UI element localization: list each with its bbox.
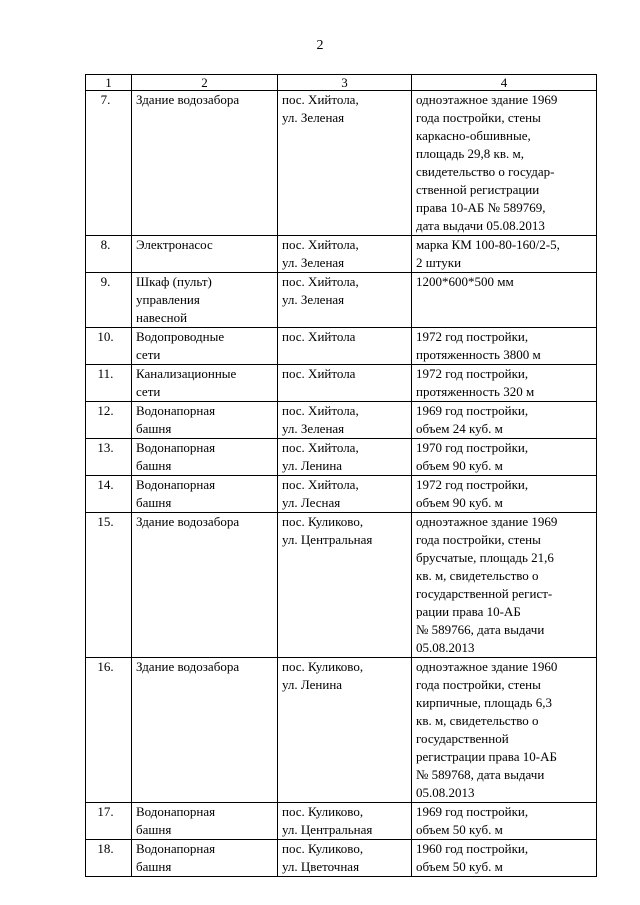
table-body (86, 91, 597, 877)
description-line: протяженность 320 м (416, 384, 535, 399)
description-line: объем 50 куб. м (416, 822, 503, 837)
object-description (412, 476, 597, 513)
object-name (132, 439, 278, 476)
description-line: 2 штуки (416, 255, 462, 270)
description-line: № 589768, дата выдачи (416, 767, 545, 782)
description-line: регистрации права 10-АБ (416, 749, 557, 764)
header-col-4: 4 (412, 75, 597, 91)
location-line: ул. Лесная (282, 495, 341, 510)
description-line: 1969 год постройки, (416, 403, 529, 418)
object-name-line: башня (136, 822, 172, 837)
location-line: ул. Цветочная (282, 859, 360, 874)
description-line: одноэтажное здание 1969 (416, 514, 558, 529)
object-location (278, 439, 412, 476)
table-row (86, 402, 597, 439)
object-description (412, 439, 597, 476)
header-col-1: 1 (86, 75, 132, 91)
object-description (412, 328, 597, 365)
object-name (132, 803, 278, 840)
description-line: № 589766, дата выдачи (416, 622, 545, 637)
description-line: 05.08.2013 (416, 640, 475, 655)
table-row (86, 328, 597, 365)
location-line: пос. Хийтола, (282, 274, 359, 289)
description-line: каркасно-обшивные, (416, 128, 531, 143)
object-location (278, 513, 412, 658)
description-line: 05.08.2013 (416, 785, 475, 800)
object-name (132, 402, 278, 439)
description-line: рации права 10-АБ (416, 604, 521, 619)
object-name-line: Здание водозабора (136, 514, 240, 529)
object-location (278, 840, 412, 877)
location-line: пос. Куликово, (282, 804, 364, 819)
object-location (278, 328, 412, 365)
object-name-line: сети (136, 347, 161, 362)
object-name-line: Электронасос (136, 237, 213, 252)
object-location (278, 476, 412, 513)
object-location (278, 402, 412, 439)
table-row (86, 803, 597, 840)
page-number: 2 (316, 38, 324, 53)
description-line: права 10-АБ № 589769, (416, 200, 546, 215)
object-name (132, 273, 278, 328)
description-line: объем 24 куб. м (416, 421, 503, 436)
row-number: 13. (86, 439, 132, 476)
row-number: 7. (86, 91, 132, 236)
description-line: протяженность 3800 м (416, 347, 541, 362)
description-line: одноэтажное здание 1969 (416, 92, 558, 107)
description-line: года постройки, стены (416, 110, 541, 125)
description-line: объем 50 куб. м (416, 859, 503, 874)
description-line: площадь 29,8 кв. м, (416, 146, 524, 161)
description-line: объем 90 куб. м (416, 458, 503, 473)
location-line: ул. Ленина (282, 677, 343, 692)
description-line: брусчатые, площадь 21,6 (416, 550, 554, 565)
object-name-line: Водонапорная (136, 804, 216, 819)
description-line: ственной регистрации (416, 182, 540, 197)
row-number: 18. (86, 840, 132, 877)
object-location (278, 236, 412, 273)
table-row (86, 513, 597, 658)
location-line: пос. Хийтола, (282, 403, 359, 418)
table-row (86, 91, 597, 236)
location-line: ул. Центральная (282, 822, 373, 837)
header-col-3: 3 (278, 75, 412, 91)
table-row (86, 658, 597, 803)
location-line: ул. Зеленая (282, 110, 345, 125)
row-number: 10. (86, 328, 132, 365)
object-description (412, 513, 597, 658)
row-number: 11. (86, 365, 132, 402)
row-number: 15. (86, 513, 132, 658)
object-description (412, 236, 597, 273)
location-line: пос. Куликово, (282, 659, 364, 674)
object-name-line: Водонапорная (136, 440, 216, 455)
object-name-line: Здание водозабора (136, 659, 240, 674)
property-table (85, 74, 597, 877)
object-description (412, 273, 597, 328)
description-line: марка КМ 100-80-160/2-5, (416, 237, 560, 252)
description-line: свидетельство о государ- (416, 164, 555, 179)
object-name-line: управления (136, 292, 200, 307)
location-line: ул. Зеленая (282, 292, 345, 307)
object-name (132, 328, 278, 365)
object-name (132, 91, 278, 236)
description-line: 1972 год постройки, (416, 329, 529, 344)
description-line: кв. м, свидетельство о (416, 713, 539, 728)
object-description (412, 803, 597, 840)
object-name-line: Водонапорная (136, 477, 216, 492)
object-name-line: Канализационные (136, 366, 237, 381)
row-number: 17. (86, 803, 132, 840)
description-line: 1969 год постройки, (416, 804, 529, 819)
object-name-line: Водонапорная (136, 403, 216, 418)
description-line: кирпичные, площадь 6,3 (416, 695, 552, 710)
location-line: ул. Ленина (282, 458, 343, 473)
object-name-line: Водонапорная (136, 841, 216, 856)
description-line: 1960 год постройки, (416, 841, 529, 856)
object-name (132, 236, 278, 273)
object-location (278, 365, 412, 402)
location-line: пос. Куликово, (282, 514, 364, 529)
description-line: государственной (416, 731, 509, 746)
location-line: пос. Куликово, (282, 841, 364, 856)
row-number: 9. (86, 273, 132, 328)
location-line: пос. Хийтола, (282, 477, 359, 492)
object-name-line: сети (136, 384, 161, 399)
object-location (278, 91, 412, 236)
row-number: 16. (86, 658, 132, 803)
table-row (86, 840, 597, 877)
object-name-line: навесной (136, 310, 188, 325)
description-line: государственной регист- (416, 586, 553, 601)
description-line: кв. м, свидетельство о (416, 568, 539, 583)
description-line: 1970 год постройки, (416, 440, 529, 455)
object-name-line: башня (136, 495, 172, 510)
table-row (86, 365, 597, 402)
object-description (412, 658, 597, 803)
object-description (412, 91, 597, 236)
table-row (86, 273, 597, 328)
object-name (132, 840, 278, 877)
location-line: пос. Хийтола (282, 329, 356, 344)
table-header-row (86, 75, 597, 91)
object-name-line: башня (136, 859, 172, 874)
object-location (278, 803, 412, 840)
object-name-line: Водопроводные (136, 329, 225, 344)
description-line: 1972 год постройки, (416, 366, 529, 381)
location-line: пос. Хийтола, (282, 440, 359, 455)
object-name (132, 658, 278, 803)
header-col-2: 2 (132, 75, 278, 91)
object-name-line: Здание водозабора (136, 92, 240, 107)
description-line: года постройки, стены (416, 532, 541, 547)
row-number: 14. (86, 476, 132, 513)
location-line: ул. Центральная (282, 532, 373, 547)
object-name-line: башня (136, 458, 172, 473)
object-name-line: башня (136, 421, 172, 436)
description-line: года постройки, стены (416, 677, 541, 692)
object-description (412, 840, 597, 877)
table-row (86, 476, 597, 513)
row-number: 8. (86, 236, 132, 273)
object-name (132, 365, 278, 402)
location-line: ул. Зеленая (282, 421, 345, 436)
description-line: 1200*600*500 мм (416, 274, 514, 289)
object-description (412, 365, 597, 402)
location-line: пос. Хийтола, (282, 237, 359, 252)
location-line: ул. Зеленая (282, 255, 345, 270)
table-row (86, 439, 597, 476)
object-name-line: Шкаф (пульт) (136, 274, 212, 289)
description-line: объем 90 куб. м (416, 495, 503, 510)
row-number: 12. (86, 402, 132, 439)
object-location (278, 273, 412, 328)
object-location (278, 658, 412, 803)
table-row (86, 236, 597, 273)
location-line: пос. Хийтола (282, 366, 356, 381)
object-name (132, 513, 278, 658)
description-line: дата выдачи 05.08.2013 (416, 218, 545, 233)
object-name (132, 476, 278, 513)
description-line: одноэтажное здание 1960 (416, 659, 558, 674)
description-line: 1972 год постройки, (416, 477, 529, 492)
location-line: пос. Хийтола, (282, 92, 359, 107)
object-description (412, 402, 597, 439)
